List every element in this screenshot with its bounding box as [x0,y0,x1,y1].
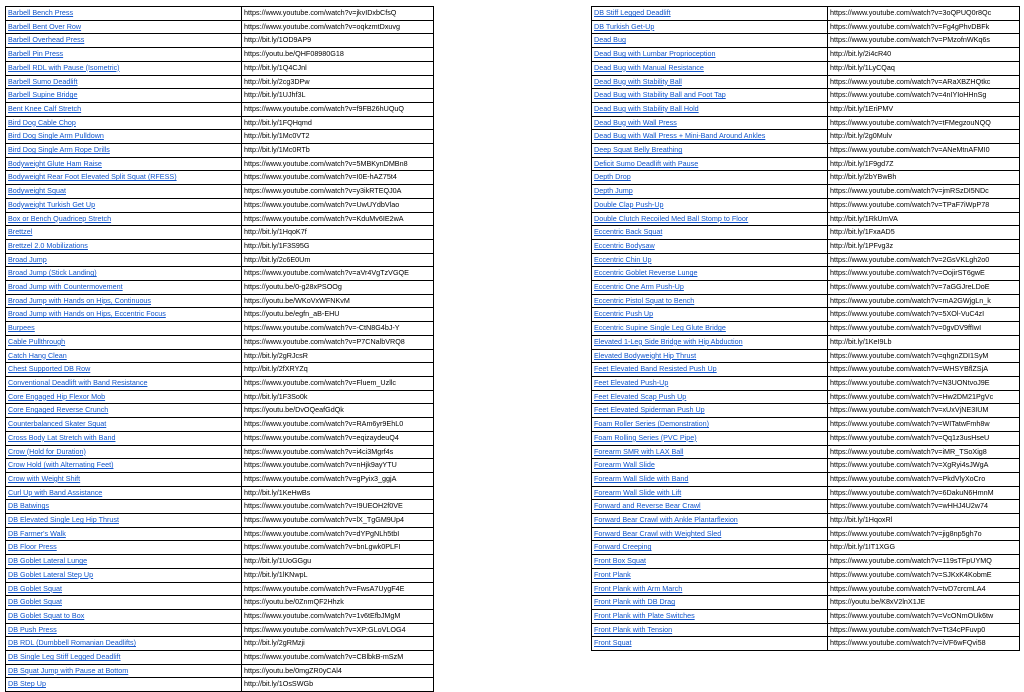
exercise-name-link[interactable]: Eccentric Push Up [592,308,828,322]
table-row [6,623,434,637]
table-row [592,582,1020,596]
table-row [6,308,434,322]
exercise-name-link[interactable]: Bird Dog Cable Chop [6,116,242,130]
table-row [6,75,434,89]
table-row [6,34,434,48]
exercise-name-link[interactable]: DB Stiff Legged Deadlift [592,7,828,21]
video-url: https://youtu.be/WKoVxWFNKvM [242,294,434,308]
exercise-name-link[interactable]: Eccentric Pistol Squat to Bench [592,294,828,308]
exercise-name-link[interactable]: Feet Elevated Scap Push Up [592,390,828,404]
table-row [6,568,434,582]
table-row [592,171,1020,185]
exercise-name-link[interactable]: DB Farmer's Walk [6,527,242,541]
exercise-name-link[interactable]: Dead Bug [592,34,828,48]
video-url: https://www.youtube.com/watch?v=RAm6yr9EhL0 [242,418,434,432]
exercise-name-link[interactable]: Brettzel [6,226,242,240]
exercise-name-link[interactable]: Barbell Bent Over Row [6,20,242,34]
table-row [592,34,1020,48]
exercise-name-link[interactable]: Conventional Deadlift with Band Resistance [6,376,242,390]
exercise-name-link[interactable]: Crow with Weight Shift [6,472,242,486]
table-row [592,637,1020,651]
table-row [6,500,434,514]
exercise-name-link[interactable]: Eccentric Chin Up [592,253,828,267]
table-row [592,20,1020,34]
video-url: https://youtu.be/K8xV2lnX1JE [828,596,1020,610]
video-url: https://www.youtube.com/watch?v=ARaXBZHQtkc [828,75,1020,89]
table-row [592,335,1020,349]
video-url: https://www.youtube.com/watch?v=P7CNalbVRQ8 [242,335,434,349]
table-row [592,75,1020,89]
video-url: http://bit.ly/1OD9AP9 [242,34,434,48]
video-url: https://www.youtube.com/watch?v=gPyix3_ggjA [242,472,434,486]
table-row [592,390,1020,404]
video-url: https://www.youtube.com/watch?v=y3ikRTEQJ0A [242,185,434,199]
exercise-name-link[interactable]: Barbell Bench Press [6,7,242,21]
video-url: https://www.youtube.com/watch?v=SJKxK4KobmE [828,568,1020,582]
table-row [6,157,434,171]
video-url: http://bit.ly/1HqoK7f [242,226,434,240]
table-row [6,144,434,158]
video-url: https://www.youtube.com/watch?v=mA2GWjgLn_k [828,294,1020,308]
exercise-name-link[interactable]: DB Floor Press [6,541,242,555]
video-url: https://www.youtube.com/watch?v=7aGGJreLDoE [828,281,1020,295]
exercise-name-link[interactable]: Broad Jump (Stick Landing) [6,267,242,281]
table-row [592,212,1020,226]
exercise-name-link[interactable]: Crow Hold (with Alternating Feet) [6,459,242,473]
video-url: http://bit.ly/1Q4CJnl [242,61,434,75]
exercise-name-link[interactable]: Depth Jump [592,185,828,199]
exercise-name-link[interactable]: Burpees [6,322,242,336]
exercise-name-link[interactable]: Dead Bug with Wall Press + Mini-Band Around Ankles [592,130,828,144]
video-url: https://www.youtube.com/watch?v=CBlbkB-mSzM [242,651,434,665]
table-row [592,48,1020,62]
exercise-name-link[interactable]: Forearm Wall Slide with Lift [592,486,828,500]
video-url: http://bit.ly/2cg3DPw [242,75,434,89]
exercise-name-link[interactable]: Forward Bear Crawl with Ankle Plantarflexion [592,514,828,528]
table-row [592,431,1020,445]
exercise-name-link[interactable]: DB Turkish Get-Up [592,20,828,34]
video-url: https://www.youtube.com/watch?v=UwUYdbVlao [242,198,434,212]
table-row [592,609,1020,623]
table-row [6,130,434,144]
table-row [592,144,1020,158]
table-row [6,102,434,116]
video-url: http://bit.ly/1KeHwBs [242,486,434,500]
video-url: https://www.youtube.com/watch?v=WHSYBflZSjA [828,363,1020,377]
right-page [591,6,1020,651]
table-row [592,198,1020,212]
table-row [592,486,1020,500]
table-row [592,527,1020,541]
table-row [592,376,1020,390]
video-url: http://bit.ly/1Mc0VT2 [242,130,434,144]
exercise-name-link[interactable]: Bodyweight Rear Foot Elevated Split Squat (RFESS) [6,171,242,185]
table-row [6,226,434,240]
table-row [592,404,1020,418]
video-url: https://www.youtube.com/watch?v=VcONmOUk6tw [828,609,1020,623]
table-row [6,596,434,610]
exercise-name-link[interactable]: Front Plank with Arm March [592,582,828,596]
table-row [6,267,434,281]
table-row [6,281,434,295]
video-url: https://www.youtube.com/watch?v=TPaF7iWpP78 [828,198,1020,212]
exercise-name-link[interactable]: Forward Bear Crawl with Weighted Sled [592,527,828,541]
video-url: https://www.youtube.com/watch?v=119sTFpUYMQ [828,555,1020,569]
video-url: http://bit.ly/2c6E0Um [242,253,434,267]
table-row [592,322,1020,336]
exercise-name-link[interactable]: Forward Creeping [592,541,828,555]
video-url: http://bit.ly/2fXRYZq [242,363,434,377]
exercise-name-link[interactable]: Forearm SMR with LAX Ball [592,445,828,459]
exercise-name-link[interactable]: Bodyweight Glute Ham Raise [6,157,242,171]
table-row [6,212,434,226]
exercise-name-link[interactable]: Cable Pullthrough [6,335,242,349]
video-url: https://www.youtube.com/watch?v=i4ci3Mgrf4s [242,445,434,459]
table-row [6,239,434,253]
video-url: https://www.youtube.com/watch?v=Tt34cPFuvp0 [828,623,1020,637]
exercise-name-link[interactable]: Front Squat [592,637,828,651]
video-url: https://www.youtube.com/watch?v=wHHJ4U2w74 [828,500,1020,514]
table-row [6,61,434,75]
video-url: http://bit.ly/2i4cR40 [828,48,1020,62]
exercise-name-link[interactable]: Broad Jump [6,253,242,267]
exercise-name-link[interactable]: Eccentric Goblet Reverse Lunge [592,267,828,281]
table-row [592,623,1020,637]
exercise-name-link[interactable]: Depth Drop [592,171,828,185]
table-row [6,555,434,569]
table-row [592,349,1020,363]
table-row [6,198,434,212]
table-row [6,335,434,349]
exercise-name-link[interactable]: Front Plank with Plate Switches [592,609,828,623]
table-row [6,486,434,500]
exercise-name-link[interactable]: Front Box Squat [592,555,828,569]
table-row [6,376,434,390]
video-url: http://bit.ly/1KeI9Lb [828,335,1020,349]
table-row [592,555,1020,569]
video-url: http://bit.ly/1LyCQaq [828,61,1020,75]
exercise-name-link[interactable]: DB Goblet Squat [6,582,242,596]
video-url: https://www.youtube.com/watch?v=Fg4gPhvDBFk [828,20,1020,34]
exercise-name-link[interactable]: DB Goblet Squat to Box [6,609,242,623]
video-url: https://www.youtube.com/watch?v=3oQPUQ0r8Qc [828,7,1020,21]
exercise-name-link[interactable]: Catch Hang Clean [6,349,242,363]
exercise-name-link[interactable]: Foam Roller Series (Demonstration) [592,418,828,432]
video-url: http://bit.ly/1UJhf3L [242,89,434,103]
exercise-name-link[interactable]: Elevated 1-Leg Side Bridge with Hip Abduction [592,335,828,349]
video-url: https://youtu.be/DvOQeafGdQk [242,404,434,418]
table-row [6,637,434,651]
video-url: http://bit.ly/1HqoxRl [828,514,1020,528]
video-url: https://www.youtube.com/watch?v=I9UEOH2f0VE [242,500,434,514]
video-url: https://www.youtube.com/watch?v=1v6tEfbJMgM [242,609,434,623]
table-row [6,582,434,596]
exercise-name-link[interactable]: Dead Bug with Wall Press [592,116,828,130]
exercise-name-link[interactable]: Crow (Hold for Duration) [6,445,242,459]
table-row [6,541,434,555]
exercise-name-link[interactable]: Broad Jump with Hands on Hips, Eccentric Focus [6,308,242,322]
video-url: https://www.youtube.com/watch?v=aVr4VgTzVGQE [242,267,434,281]
video-url: https://www.youtube.com/watch?v=bnLgwk0PLFI [242,541,434,555]
table-row [6,294,434,308]
table-row [6,404,434,418]
table-row [592,89,1020,103]
video-url: https://www.youtube.com/watch?v=PMzofnWKq6s [828,34,1020,48]
table-row [592,7,1020,21]
table-row [6,253,434,267]
table-row [592,267,1020,281]
exercise-name-link[interactable]: Counterbalanced Skater Squat [6,418,242,432]
exercise-name-link[interactable]: Broad Jump with Countermovement [6,281,242,295]
table-row [6,48,434,62]
table-row [6,185,434,199]
exercise-name-link[interactable]: Front Plank [592,568,828,582]
exercise-name-link[interactable]: Dead Bug with Stability Ball Hold [592,102,828,116]
video-url: http://bit.ly/1FQHqmd [242,116,434,130]
exercise-name-link[interactable]: DB Goblet Lateral Step Up [6,568,242,582]
exercise-name-link[interactable]: Core Engaged Hip Flexor Mob [6,390,242,404]
table-row [592,514,1020,528]
video-url: https://www.youtube.com/watch?v=KduMv6IE2wA [242,212,434,226]
video-url: http://bit.ly/2gRMzji [242,637,434,651]
left-page [5,6,434,692]
exercise-name-link[interactable]: Dead Bug with Lumbar Proprioception [592,48,828,62]
exercise-name-link[interactable]: Barbell Supine Bridge [6,89,242,103]
video-url: https://www.youtube.com/watch?v=nHjk9ayYTU [242,459,434,473]
exercise-name-link[interactable]: Forearm Wall Slide [592,459,828,473]
table-row [6,609,434,623]
exercise-name-link[interactable]: Curl Up with Band Assistance [6,486,242,500]
exercise-name-link[interactable]: Barbell Pin Press [6,48,242,62]
table-row [6,89,434,103]
video-url: http://bit.ly/1EriPMV [828,102,1020,116]
video-url: https://www.youtube.com/watch?v=0gvDV9ffIwI [828,322,1020,336]
table-row [6,349,434,363]
exercise-name-link[interactable]: Dead Bug with Manual Resistance [592,61,828,75]
video-url: https://www.youtube.com/watch?v=FwsA7UygF4E [242,582,434,596]
exercise-name-link[interactable]: Dead Bug with Stability Ball [592,75,828,89]
exercise-name-link[interactable]: Barbell Sumo Deadlift [6,75,242,89]
video-url: https://www.youtube.com/watch?v=dYPgNLh5tbI [242,527,434,541]
exercise-table-right [591,6,1020,651]
video-url: https://youtu.be/0mgZR0yCAl4 [242,664,434,678]
video-url: http://bit.ly/1OsSWGb [242,678,434,692]
exercise-name-link[interactable]: Brettzel 2.0 Mobilizations [6,239,242,253]
exercise-name-link[interactable]: DB Batwings [6,500,242,514]
video-url: https://www.youtube.com/watch?v=PkdVlyXoCro [828,472,1020,486]
table-row [592,541,1020,555]
exercise-name-link[interactable]: Feet Elevated Spiderman Push Up [592,404,828,418]
table-row [592,418,1020,432]
table-row [6,431,434,445]
video-url: http://bit.ly/2gRJcsR [242,349,434,363]
video-url: http://bit.ly/1IT1XGG [828,541,1020,555]
exercise-name-link[interactable]: Eccentric Bodysaw [592,239,828,253]
table-row [592,61,1020,75]
video-url: https://www.youtube.com/watch?v=OojirST6gwE [828,267,1020,281]
exercise-name-link[interactable]: Front Plank with Tension [592,623,828,637]
video-url: https://www.youtube.com/watch?v=iMR_TSoXig8 [828,445,1020,459]
video-url: https://www.youtube.com/watch?v=tFMegzouNQQ [828,116,1020,130]
video-url: https://www.youtube.com/watch?v=lX_TgGM9Up4 [242,514,434,528]
exercise-name-link[interactable]: Double Clap Push-Up [592,198,828,212]
table-row [592,568,1020,582]
video-url: https://youtu.be/QHF08980G18 [242,48,434,62]
video-url: http://bit.ly/1PFvg3z [828,239,1020,253]
table-row [592,130,1020,144]
table-row [6,418,434,432]
table-row [592,239,1020,253]
exercise-name-link[interactable]: Bent Knee Calf Stretch [6,102,242,116]
exercise-name-link[interactable]: Deep Squat Belly Breathing [592,144,828,158]
video-url: https://www.youtube.com/watch?v=-CtN8G4bJ-Y [242,322,434,336]
table-row [592,116,1020,130]
table-row [592,459,1020,473]
video-url: http://bit.ly/1UoGGgu [242,555,434,569]
exercise-name-link[interactable]: Barbell RDL with Pause (Isometric) [6,61,242,75]
exercise-name-link[interactable]: Double Clutch Recoiled Med Ball Stomp to Floor [592,212,828,226]
video-url: https://www.youtube.com/watch?v=tvD7crcmLA4 [828,582,1020,596]
video-url: https://www.youtube.com/watch?v=6DakuN6HmnM [828,486,1020,500]
table-row [592,185,1020,199]
exercise-name-link[interactable]: DB RDL (Dumbbell Romanian Deadlifts) [6,637,242,651]
exercise-name-link[interactable]: Bodyweight Squat [6,185,242,199]
exercise-name-link[interactable]: DB Push Press [6,623,242,637]
exercise-name-link[interactable]: Foam Rolling Series (PVC Pipe) [592,431,828,445]
exercise-name-link[interactable]: Feet Elevated Push-Up [592,376,828,390]
video-url: https://www.youtube.com/watch?v=f9FB26hUQuQ [242,102,434,116]
exercise-name-link[interactable]: Chest Supported DB Row [6,363,242,377]
table-row [592,281,1020,295]
video-url: https://www.youtube.com/watch?v=ANeMtnAFMI0 [828,144,1020,158]
video-url: http://bit.ly/1FxaAD5 [828,226,1020,240]
exercise-name-link[interactable]: Eccentric Supine Single Leg Glute Bridge [592,322,828,336]
exercise-name-link[interactable]: Cross Body Lat Stretch with Band [6,431,242,445]
exercise-name-link[interactable]: Elevated Bodyweight Hip Thrust [592,349,828,363]
table-row [6,472,434,486]
video-url: https://youtu.be/0-g28xPSOOg [242,281,434,295]
table-row [592,445,1020,459]
video-url: http://bit.ly/1F3So0k [242,390,434,404]
exercise-name-link[interactable]: Dead Bug with Stability Ball and Foot Tap [592,89,828,103]
table-row [6,363,434,377]
video-url: http://bit.ly/1RkUmVA [828,212,1020,226]
exercise-name-link[interactable]: DB Elevated Single Leg Hip Thrust [6,514,242,528]
table-row [6,390,434,404]
exercise-name-link[interactable]: Bird Dog Single Arm Pulldown [6,130,242,144]
video-url: http://bit.ly/2g0Mulv [828,130,1020,144]
exercise-name-link[interactable]: Front Plank with DB Drag [592,596,828,610]
video-url: https://www.youtube.com/watch?v=XgRyi4sJWgA [828,459,1020,473]
exercise-name-link[interactable]: Feet Elevated Band Resisted Push Up [592,363,828,377]
exercise-table-left [5,6,434,692]
video-url: http://bit.ly/2bYBwBh [828,171,1020,185]
video-url: https://youtu.be/0ZnmQF2Hhzk [242,596,434,610]
exercise-name-link[interactable]: Deficit Sumo Deadlift with Pause [592,157,828,171]
exercise-name-link[interactable]: Eccentric One Arm Push-Up [592,281,828,295]
table-row [6,678,434,692]
exercise-name-link[interactable]: Broad Jump with Hands on Hips, Continuous [6,294,242,308]
exercise-name-link[interactable]: Forearm Wall Slide with Band [592,472,828,486]
video-url: https://www.youtube.com/watch?v=jkvIDxbCfsQ [242,7,434,21]
exercise-name-link[interactable]: Box or Bench Quadricep Stretch [6,212,242,226]
table-row [6,459,434,473]
video-url: https://www.youtube.com/watch?v=iVF6wFQvi58 [828,637,1020,651]
exercise-name-link[interactable]: DB Single Leg Stiff Legged Deadlift [6,651,242,665]
video-url: https://www.youtube.com/watch?v=eqizaydeuQ4 [242,431,434,445]
video-url: http://bit.ly/1Mc0RTb [242,144,434,158]
exercise-name-link[interactable]: Bodyweight Turkish Get Up [6,198,242,212]
video-url: http://bit.ly/1lKNwpL [242,568,434,582]
exercise-name-link[interactable]: DB Goblet Lateral Lunge [6,555,242,569]
exercise-name-link[interactable]: Bird Dog Single Arm Rope Drills [6,144,242,158]
table-row [592,157,1020,171]
video-url: https://www.youtube.com/watch?v=XP:GLoVLOG4 [242,623,434,637]
exercise-name-link[interactable]: DB Squat Jump with Pause at Bottom [6,664,242,678]
table-row [592,102,1020,116]
exercise-name-link[interactable]: Core Engaged Reverse Crunch [6,404,242,418]
video-url: https://www.youtube.com/watch?v=WITatwFmh8w [828,418,1020,432]
table-row [6,7,434,21]
video-url: https://www.youtube.com/watch?v=qhgnZDI1SyM [828,349,1020,363]
exercise-name-link[interactable]: Eccentric Back Squat [592,226,828,240]
video-url: http://bit.ly/1F3S95G [242,239,434,253]
table-row [6,651,434,665]
video-url: https://www.youtube.com/watch?v=4nIYIoHHnSg [828,89,1020,103]
table-row [6,527,434,541]
exercise-name-link[interactable]: DB Goblet Squat [6,596,242,610]
video-url: https://www.youtube.com/watch?v=Hw2DM21PgVc [828,390,1020,404]
table-row [6,116,434,130]
table-row [592,596,1020,610]
table-row [592,472,1020,486]
table-row [6,514,434,528]
table-row [592,500,1020,514]
video-url: https://www.youtube.com/watch?v=I0E-hAZ75t4 [242,171,434,185]
exercise-name-link[interactable]: Forward and Reverse Bear Crawl [592,500,828,514]
video-url: https://www.youtube.com/watch?v=5XOl-VuC4zI [828,308,1020,322]
table-row [592,363,1020,377]
table-row [592,226,1020,240]
video-url: https://www.youtube.com/watch?v=xUxVjNE3IUM [828,404,1020,418]
table-row [592,253,1020,267]
table-row [592,308,1020,322]
table-row [6,20,434,34]
video-url: https://www.youtube.com/watch?v=5MBKynDMBn8 [242,157,434,171]
video-url: http://bit.ly/1F9gd7Z [828,157,1020,171]
video-url: https://www.youtube.com/watch?v=2GsVKLgh2o0 [828,253,1020,267]
table-row [6,171,434,185]
video-url: https://www.youtube.com/watch?v=Fluem_Uzllc [242,376,434,390]
exercise-name-link[interactable]: DB Step Up [6,678,242,692]
table-row [6,322,434,336]
table-row [6,664,434,678]
table-row [592,294,1020,308]
video-url: https://www.youtube.com/watch?v=jmRSzDI5NDc [828,185,1020,199]
video-url: https://www.youtube.com/watch?v=oqkzmtDxuvg [242,20,434,34]
video-url: https://www.youtube.com/watch?v=jig8np5gh7o [828,527,1020,541]
video-url: https://www.youtube.com/watch?v=Qq1z3usHseU [828,431,1020,445]
exercise-name-link[interactable]: Barbell Overhead Press [6,34,242,48]
table-row [6,445,434,459]
video-url: https://youtu.be/egfn_aB-EHU [242,308,434,322]
video-url: https://www.youtube.com/watch?v=N3UONtvoJ9E [828,376,1020,390]
